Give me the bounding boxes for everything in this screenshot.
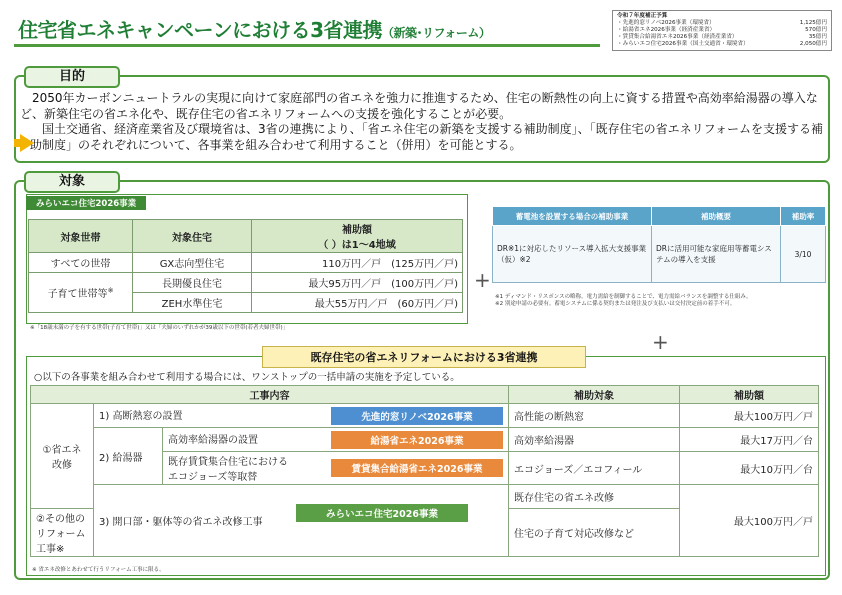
target-cell: 高性能の断熱窓 xyxy=(509,404,680,428)
target-cell: 住宅の子育て対応改修など xyxy=(509,509,680,557)
battery-rate-cell: 3/10 xyxy=(781,226,826,283)
budget-amount: 570億円 xyxy=(805,27,827,33)
budget-label: ・先進的窓リノベ2026事業（環境省） xyxy=(617,20,715,26)
amount-cell: 最大95万円／戸 (100万円／戸) xyxy=(252,273,463,293)
work-label: 1) 高断熱窓の設置 xyxy=(99,410,183,422)
work-cell xyxy=(163,452,509,485)
table-row xyxy=(31,485,819,509)
col-work: 工事内容 xyxy=(31,386,509,404)
battery-summary-cell: DRに活用可能な家庭用等蓄電システムの導入を支援 xyxy=(652,226,781,283)
budget-amount: 1,125億円 xyxy=(799,20,827,26)
target-cell: 高効率給湯器 xyxy=(509,428,680,452)
other-reform-cell: ②その他のリフォーム工事※ xyxy=(31,509,94,557)
program-badge: 賃貸集合給湯省エネ2026事業 xyxy=(331,459,503,477)
battery-notes xyxy=(495,294,825,308)
work-label: 高効率給湯器の設置 xyxy=(168,434,258,446)
reform-intro: ○以下の各事業を組み合わせて利用する場合には、ワンストップの一括申請の実施を予定している。 xyxy=(34,372,460,383)
purpose-paragraph-2: 国土交通省、経済産業省及び環境省は、3省の連携により、「省エネ住宅の新築を支援する補助制度」、「既存住宅の省エネリフォームを支援する補助制度」のそれぞれについて、各事業を組み合わせて利用すること（併用）を可能とする。 xyxy=(30,122,824,152)
table-header-row xyxy=(493,207,826,226)
budget-row xyxy=(617,27,827,34)
arrow-right-icon xyxy=(20,134,34,152)
program-badge: 給湯省エネ2026事業 xyxy=(331,431,503,449)
page-title-main: 住宅省エネキャンペーンにおける3省連携 xyxy=(18,18,383,42)
amount-cell: 最大55万円／戸 (60万円／戸) xyxy=(252,293,463,313)
purpose-text xyxy=(20,91,828,153)
budget-heading: 令和７年度補正予算 xyxy=(617,13,668,19)
work-label-l2: エコジョーズ等取替 xyxy=(168,472,258,483)
budget-row xyxy=(617,41,827,48)
work-cell xyxy=(94,404,509,428)
budget-label: ・みらいエコ住宅2026事業（国土交通省・環境省） xyxy=(617,41,749,47)
work-label-l1: 既存賃貸集合住宅における xyxy=(168,457,288,468)
col-amount xyxy=(252,220,463,253)
budget-row xyxy=(617,34,827,41)
group-label-l2: 改修 xyxy=(52,460,72,471)
household-cell: すべての世帯 xyxy=(29,253,133,273)
table-row xyxy=(29,253,463,273)
table-row xyxy=(31,428,819,452)
budget-row xyxy=(617,20,827,27)
purpose-label: 目的 xyxy=(24,66,120,88)
group-cell xyxy=(31,404,94,509)
col-rate: 補助率 xyxy=(781,207,826,226)
col-household: 対象世帯 xyxy=(29,220,133,253)
reform-table xyxy=(30,385,819,557)
battery-table xyxy=(492,206,826,283)
household-cell xyxy=(29,273,133,313)
mirai-program-tag: みらいエコ住宅2026事業 xyxy=(26,196,146,210)
program-badge: 先進的窓リノベ2026事業 xyxy=(331,407,503,425)
household-sup: ※ xyxy=(107,286,114,295)
budget-label: ・給湯省エネ2026事業（経済産業省） xyxy=(617,27,716,33)
new-build-table xyxy=(28,219,463,313)
target-label: 対象 xyxy=(24,171,120,193)
col-program: 蓄電池を設置する場合の補助事業 xyxy=(493,207,652,226)
work-cell xyxy=(163,428,509,452)
plus-sign: + xyxy=(652,330,669,354)
subgroup-cell: 2) 給湯器 xyxy=(94,428,163,485)
purpose-paragraph-1: 2050年カーボンニュートラルの実現に向けて家庭部門の省エネを強力に推進するため、住宅の断熱性の向上に資する措置や高効率給湯器の導入など、新築住宅の省エネ化や、既存住宅の省エネリフォームへの支援を強化することが必要。 xyxy=(20,91,818,121)
budget-amount: 2,050億円 xyxy=(799,41,827,47)
group-label-l1: ①省エネ xyxy=(42,445,82,456)
col-amount: 補助額 xyxy=(680,386,819,404)
budget-amount: 35億円 xyxy=(808,34,827,40)
col-house: 対象住宅 xyxy=(133,220,252,253)
page-title xyxy=(18,14,490,43)
house-cell: ZEH水準住宅 xyxy=(133,293,252,313)
reform-heading: 既存住宅の省エネリフォームにおける3省連携 xyxy=(262,346,586,368)
col-target: 補助対象 xyxy=(509,386,680,404)
battery-program-cell: DR※1に対応したリソース導入拡大支援事業（仮）※2 xyxy=(493,226,652,283)
new-build-note: ※「18歳未満の子を有する世帯(子育て世帯)」又は「夫婦のいずれかが39歳以下の世帯(若者夫婦世帯)」 xyxy=(30,325,289,331)
budget-label: ・賃貸集合給湯省エネ2026事業（経済産業省） xyxy=(617,34,738,40)
amount-cell: 最大100万円／戸 xyxy=(680,404,819,428)
amount-cell: 最大17万円／台 xyxy=(680,428,819,452)
budget-box xyxy=(612,10,832,51)
table-row xyxy=(31,404,819,428)
program-badge: みらいエコ住宅2026事業 xyxy=(296,504,468,522)
household-label: 子育て世帯等 xyxy=(47,289,108,300)
work-label: 3) 開口部・躯体等の省エネ改修工事 xyxy=(99,517,263,528)
target-cell: 既存住宅の省エネ改修 xyxy=(509,485,680,509)
page-subtitle: （新築･リフォーム） xyxy=(382,26,491,40)
work-cell xyxy=(94,485,509,557)
house-cell: GX志向型住宅 xyxy=(133,253,252,273)
amount-cell: 110万円／戸 (125万円／戸) xyxy=(252,253,463,273)
amount-cell: 最大10万円／台 xyxy=(680,452,819,485)
battery-note-2: ※2 別途申請の必要有。蓄電システムに係る契約または発注及び支払いは交付決定前の着手不可。 xyxy=(495,301,736,307)
plus-sign: + xyxy=(474,268,491,292)
house-cell: 長期優良住宅 xyxy=(133,273,252,293)
table-header-row xyxy=(31,386,819,404)
target-cell: エコジョーズ／エコフィール xyxy=(509,452,680,485)
battery-note-1: ※1 ディマンド・リスポンスの略称。電力需給を制御することで、電力需給バランスを調整する仕組み。 xyxy=(495,294,752,300)
col-amount-l2: （ ）は1～4地域 xyxy=(318,240,396,251)
table-row xyxy=(29,273,463,293)
reform-note: ※ 省エネ改修とあわせて行うリフォーム工事に限る。 xyxy=(32,567,165,573)
col-summary: 補助概要 xyxy=(652,207,781,226)
title-underline xyxy=(14,44,600,47)
table-row xyxy=(493,226,826,283)
table-header-row xyxy=(29,220,463,253)
amount-cell: 最大100万円／戸 xyxy=(680,485,819,557)
col-amount-l1: 補助額 xyxy=(342,225,372,236)
